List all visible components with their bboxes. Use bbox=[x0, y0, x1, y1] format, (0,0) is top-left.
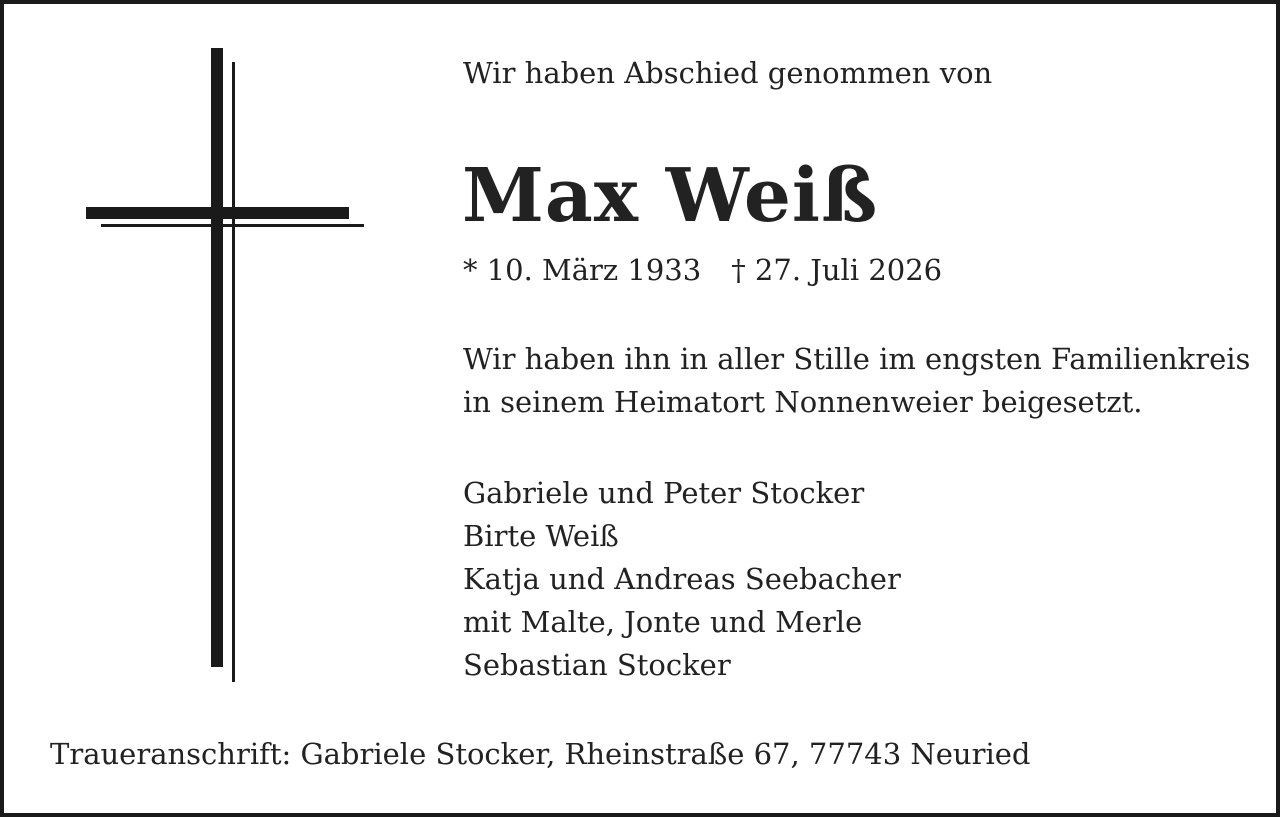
mourner-line: Gabriele und Peter Stocker bbox=[463, 476, 865, 510]
cross-vertical-beam bbox=[211, 48, 223, 667]
message-line: Wir haben ihn in aller Stille im engsten Familienkreis bbox=[463, 342, 1251, 376]
burial-message bbox=[463, 338, 1250, 424]
mourner-line: Katja und Andreas Seebacher bbox=[463, 562, 901, 596]
message-line: in seinem Heimatort Nonnenweier beigesetzt. bbox=[463, 385, 1143, 419]
birth-date: * 10. März 1933 bbox=[463, 253, 702, 287]
mourner-line: Birte Weiß bbox=[463, 519, 619, 553]
intro-text: Wir haben Abschied genommen von bbox=[463, 56, 993, 90]
cross-horizontal-beam bbox=[86, 207, 349, 219]
mourner-line: Sebastian Stocker bbox=[463, 648, 731, 682]
cross-icon bbox=[4, 4, 404, 704]
mourner-line: mit Malte, Jonte und Merle bbox=[463, 605, 863, 639]
mourning-address: Traueranschrift: Gabriele Stocker, Rheinstraße 67, 77743 Neuried bbox=[50, 737, 1031, 771]
cross-horizontal-line bbox=[101, 224, 364, 227]
cross-vertical-line bbox=[232, 62, 235, 682]
death-date: † 27. Juli 2026 bbox=[731, 253, 943, 287]
deceased-name: Max Weiß bbox=[462, 153, 879, 239]
life-dates bbox=[463, 249, 942, 292]
mourners-list bbox=[463, 472, 901, 687]
